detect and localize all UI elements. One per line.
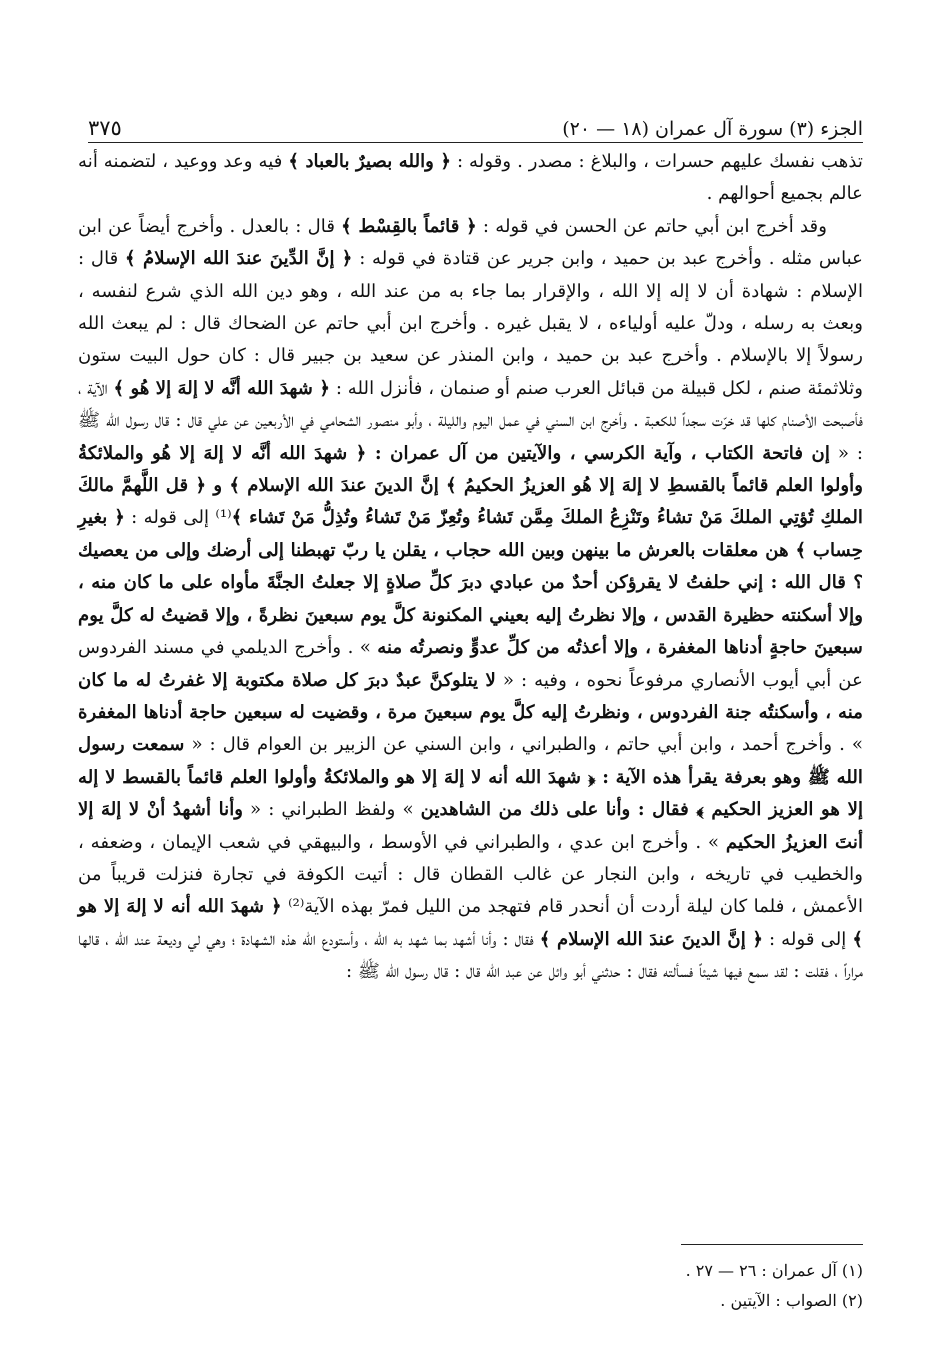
commentary-text: » . وأخرج أحمد ، وابن أبي حاتم ، والطبراني ، وابن السني عن الزبير بن العوام قال : « <box>184 734 863 756</box>
quoted-text: ﴿ إنَّ الدِّينَ عندَ الله الإسلامُ ﴾ <box>125 248 353 270</box>
quoted-text: ﴿ شهدَ الله أنه لا إلهَ إلا هو ﴾ <box>78 896 864 950</box>
quoted-text: وأنا أشهدُ أنْ لا إلهَ إلا أنتَ العزيزُ الحكيم <box>78 799 863 853</box>
page-header <box>88 106 863 143</box>
commentary-text: الآية ، فأصبحت الأصنام كلها قد خرّت سجداً للكعبة . وأخرج ابن السني في عمل اليوم والليلة ، وأبو منصور الشحامي في الأربعين عن علي قال : قال رسول الله ﷺ : « <box>78 377 863 464</box>
commentary-text: قال : بالعدل . وأخرج أيضاً عن ابن عباس مثله . وأخرج عبد بن حميد ، وابن جرير عن قتادة في قوله : <box>78 215 863 270</box>
quoted-text: ﴿ شهدَ الله أنَّه لا إلهَ إلا هُو ﴾ <box>113 377 331 399</box>
quoted-text: إن فاتحة الكتاب ، وآية الكرسي ، والآيتين من آل عمران : ﴿ شهدَ الله أنَّه لا إلهَ إلا هُو والملائكةُ وأولوا العلم قائماً بالقسطِ لا إلهَ إلا هُو العزيزُ الحكيمُ ﴾ إنَّ الدينَ عندَ الله الإسلام ﴾ و ﴿ قل اللَّهمَّ مالكَ الملكِ تُؤتِي الملكَ مَنْ تشاءُ وتَنْزِعُ الملكَ مِمَّن تَشاءُ وتُعِزّ مَنْ تَشاءُ وتُذِلُّ مَنْ تَشاء ﴾ <box>78 442 863 529</box>
commentary-text: فيه وعد ووعيد ، لتضمنه أنه عالم بجميع أحوالهم . <box>78 151 863 205</box>
commentary-text: تذهب نفسك عليهم حسرات ، والبلاغ : مصدر . وقوله : <box>451 151 863 172</box>
commentary-text: إلى قوله : <box>762 928 853 950</box>
quoted-text: سمعت رسول الله ﷺ وهو بعرفة يقرأ هذه الآية : ﴿ شهدَ الله أنه لا إلهَ إلا هو والملائكةُ وأولوا العلم قائماً بالقسط لا إله إلا هو العزيز الحكيم ﴾ فقال : وأنا على ذلك من الشاهدين <box>78 734 864 821</box>
commentary-text: فقال : وأنا أشهد بما شهد به الله ، وأستودع الله هذه الشهادة ؛ وهي لي وديعة عند الله ، قالها مراراً ، فقلت : لقد سمع فيها شيئاً فسألته فقال : حدثني أبو وائل عن عبد الله قال : قال رسول الله ﷺ : <box>78 928 863 983</box>
commentary-text: » . وأخرج ابن عدي ، والطبراني في الأوسط ، والبيهقي في شعب الإيمان ، وضعفه ، والخطيب في تاريخه ، وابن النجار عن غالب القطان قال : أتيت الكوفة في تجارة فنزلت قريباً من الأعمش ، فلما كان ليلة أردت أن أنحدر قام فتهجد من الليل فمرّ بهذه الآية⁽²⁾ <box>78 831 864 918</box>
commentary-text: » . وأخرج الديلمي في مسند الفردوس عن أبي أيوب الأنصاري مرفوعاً نحوه ، وفيه : « <box>78 637 863 691</box>
page-number: ٣٧٥ <box>88 116 122 140</box>
footnote-2: (٢) الصواب : الآيتين . <box>720 1291 863 1310</box>
quoted-text: ﴿ قائماً بالقِسْط ﴾ <box>341 215 477 237</box>
commentary-text: قال : الإسلام : شهادة أن لا إله إلا الله ، والإقرار بما جاء به من عند الله ، وهو دين الله الذي شرع لنفسه ، وبعث به رسله ، ودلّ عليه أولياءه ، لا يقبل غيره . وأخرج ابن أبي حاتم عن الضحاك قال : لم يبعث الله رسولاً إلا بالإسلام . وأخرج عبد بن حميد ، وابن المنذر عن سعيد بن جبير قال : كان حول البيت ستون وثلاثمئة صنم ، لكل قبيلة من قبائل العرب صنم أو صنمان ، فأنزل الله : <box>78 248 863 399</box>
main-text <box>78 146 863 989</box>
footnote-divider <box>681 1244 863 1245</box>
commentary-text: » ولفظ الطبراني : « <box>243 799 421 821</box>
paragraph <box>78 211 863 989</box>
quoted-text: ﴿ والله بصيرٌ بالعباد ﴾ <box>288 151 452 172</box>
commentary-text: ⁽¹⁾ إلى قوله : <box>124 507 232 529</box>
footnote-1: (١) آل عمران : ٢٦ — ٢٧ . <box>685 1261 863 1280</box>
quoted-text: لا يتلوكنَّ عبدٌ دبرَ كل صلاة مكتوبة إلا غفرتُ له ما كان منه ، وأسكنتُه جنة الفردوس ، ونظرتُ إليه كلَّ يوم سبعينَ مرة ، وقضيت له سبعين حاجة أدناها المغفرة <box>78 669 863 723</box>
quoted-text: ﴿ إنَّ الدينَ عندَ الله الإسلام ﴾ <box>539 928 763 950</box>
quoted-text: ﴿ بغيرِ حِساب ﴾ هن معلقات بالعرش ما بينهن وبين الله حجاب ، يقلن يا ربّ تهبطنا إلى أرضك وإلى من يعصيك ؟ قال الله : إني حلفتُ لا يقرؤكن أحدٌ من عبادي دبرَ كلِّ صلاةٍ إلا جعلتُ الجنَّةَ مأواه على ما كان منه ، وإلا أسكنته حظيرة القدس ، وإلا نظرتُ إليه بعيني المكنونة كلَّ يوم سبعينَ نظرةً ، وإلا قضيتُ له كلَّ يوم سبعينَ حاجةٍ أدناها المغفرة ، وإلا أعذتُه من كلِّ عدوٍّ ونصرتُه منه <box>78 507 863 659</box>
paragraph <box>78 146 863 211</box>
running-title: الجزء (٣) سورة آل عمران (١٨ — ٢٠) <box>562 118 863 140</box>
commentary-text: وقد أخرج ابن أبي حاتم عن الحسن في قوله : <box>476 215 828 237</box>
footnotes <box>78 1256 863 1316</box>
